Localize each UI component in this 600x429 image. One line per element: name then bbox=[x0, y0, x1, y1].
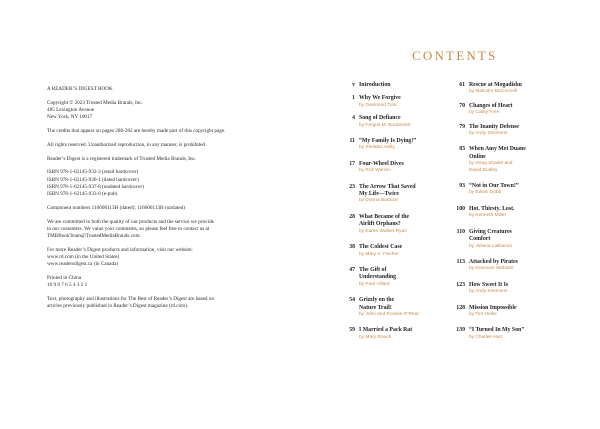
toc-title-line: Why We Forgive bbox=[359, 95, 401, 102]
toc-title bbox=[359, 95, 463, 102]
isbn-line: ISBN 978-1-62145-932-3 (retail hardcover) bbox=[47, 169, 139, 176]
isbn-line: ISBN 978-1-62145-937-8 (undated hardcover) bbox=[47, 183, 144, 190]
toc-title bbox=[359, 297, 463, 312]
toc-entry[interactable] bbox=[343, 184, 463, 205]
toc-author-line: by John and Frankie O’Rear bbox=[359, 311, 419, 317]
toc-title-line: What Became of the bbox=[359, 213, 410, 220]
toc-author bbox=[359, 168, 463, 174]
toc-author bbox=[469, 213, 573, 219]
toc-title-line: Mission Impossible bbox=[469, 304, 517, 311]
toc-title-line: How Sweet It Is bbox=[469, 281, 509, 288]
copyright-notice bbox=[47, 100, 257, 122]
toc-author bbox=[359, 252, 463, 258]
contents-column-left bbox=[343, 82, 463, 350]
toc-entry[interactable] bbox=[453, 82, 573, 96]
toc-author bbox=[469, 312, 573, 318]
more-info-line: For more Reader’s Digest products and information, visit our website: bbox=[47, 246, 193, 253]
toc-title-line: Song of Defiance bbox=[359, 115, 401, 122]
toc-title bbox=[469, 146, 573, 161]
toc-author-line: by Malcolm McConnell bbox=[469, 89, 518, 95]
toc-page-number: 1 bbox=[352, 95, 355, 102]
text-credit-note bbox=[47, 296, 257, 310]
toc-author-line: by Paul Villard bbox=[359, 281, 390, 287]
contents-column-right bbox=[453, 82, 573, 350]
toc-author-line: by Karen Walker Ryan bbox=[359, 228, 407, 234]
printing-numbers: 10 9 8 7 6 5 4 3 2 1 bbox=[47, 282, 88, 289]
toc-author-line: by Donna Barbour bbox=[359, 198, 398, 204]
toc-author bbox=[359, 282, 463, 288]
toc-entry[interactable] bbox=[453, 146, 573, 174]
toc-entry[interactable] bbox=[343, 161, 463, 175]
isbn-line: ISBN 978-1-62145-936-1 (dated hardcover) bbox=[47, 176, 139, 183]
toc-entry[interactable] bbox=[453, 124, 573, 138]
toc-author-line: by Andy Simmons bbox=[469, 289, 508, 295]
toc-page-number: 47 bbox=[349, 266, 355, 273]
address-line: 485 Lexington Avenue bbox=[47, 107, 95, 113]
toc-entry[interactable] bbox=[343, 95, 463, 109]
component-numbers: Component numbers 116600113H (dated); 116600113H (undated) bbox=[47, 204, 185, 211]
toc-page-number: 17 bbox=[349, 160, 355, 167]
toc-author bbox=[359, 123, 463, 129]
commitment-line: We are committed to both the quality of our products and the service we provide bbox=[47, 218, 214, 225]
toc-author-line: by Donovan Webster bbox=[469, 266, 514, 272]
toc-author-line: by Cathy Free bbox=[469, 110, 500, 116]
toc-page-number: 128 bbox=[456, 304, 465, 311]
toc-entry[interactable] bbox=[343, 327, 463, 341]
copyright-page bbox=[47, 86, 257, 317]
toc-entry[interactable] bbox=[343, 214, 463, 235]
toc-title bbox=[469, 124, 573, 131]
toc-title-line: “Not in Our Town!” bbox=[469, 183, 519, 190]
toc-page-number: 23 bbox=[349, 183, 355, 190]
toc-author bbox=[359, 145, 463, 151]
toc-title-line: The Inanity Defense bbox=[469, 123, 519, 130]
toc-title-line: The Gift of bbox=[359, 266, 387, 273]
toc-title-line: Rescue at Mogadishu bbox=[469, 82, 522, 88]
toc-entry[interactable] bbox=[453, 206, 573, 220]
toc-author-line: by Sheldon Kelly bbox=[359, 145, 395, 151]
toc-author bbox=[469, 89, 573, 95]
toc-entry[interactable] bbox=[343, 115, 463, 129]
toc-entry[interactable] bbox=[453, 282, 573, 296]
toc-title-line: Online bbox=[469, 153, 486, 160]
toc-entry[interactable] bbox=[343, 244, 463, 258]
toc-entry[interactable] bbox=[453, 327, 573, 341]
toc-title bbox=[359, 115, 463, 122]
toc-author-line: by Doug Shadel and bbox=[469, 161, 513, 167]
toc-author bbox=[469, 161, 573, 174]
toc-author bbox=[469, 131, 573, 137]
commitment-line: to our customers. We value your comments, so please feel free to contact us at bbox=[47, 225, 210, 232]
toc-author bbox=[469, 190, 573, 196]
toc-author-line: by Juliana LaBianca bbox=[469, 243, 512, 249]
toc-title bbox=[469, 305, 573, 312]
toc-author bbox=[359, 335, 463, 341]
toc-title-line: My Life—Twice bbox=[359, 191, 399, 198]
toc-title-line: Introduction bbox=[359, 82, 391, 88]
toc-title-line: Airlift Orphans? bbox=[359, 221, 401, 228]
toc-title-line: When Amy Met Duane bbox=[469, 146, 526, 153]
toc-page-number: 61 bbox=[459, 82, 465, 88]
toc-entry[interactable] bbox=[343, 267, 463, 288]
toc-title bbox=[359, 82, 463, 89]
toc-author-line: by Mary Roach bbox=[359, 334, 392, 340]
toc-author bbox=[359, 312, 463, 318]
toc-page-number: 54 bbox=[349, 297, 355, 304]
us-website: www.rd.com (in the United States) bbox=[47, 254, 120, 260]
toc-author bbox=[359, 229, 463, 235]
toc-author bbox=[359, 198, 463, 204]
book-line: A READER’S DIGEST BOOK bbox=[47, 86, 113, 92]
isbn-line: ISBN 978-1-62145-933-0 (e-pub) bbox=[47, 191, 118, 197]
contact-email: TMBBookTeam@TrustedMediaBrands.com. bbox=[47, 233, 141, 239]
isbn-list bbox=[47, 169, 257, 198]
toc-title bbox=[359, 267, 463, 282]
toc-author-line: by Mary A. Fischer bbox=[359, 251, 399, 257]
toc-author-line: by Edwin Dobb bbox=[469, 190, 502, 196]
toc-page-number: 11 bbox=[349, 138, 355, 145]
toc-title bbox=[359, 244, 463, 251]
more-info-note bbox=[47, 247, 257, 269]
toc-author-line: by Andy Simmons bbox=[469, 131, 508, 137]
canada-website: www.readersdigest.ca (in Canada) bbox=[47, 261, 119, 268]
toc-title bbox=[359, 184, 463, 199]
toc-title-line: Hot. Thirsty. Lost. bbox=[469, 205, 515, 212]
toc-title-line: “I Turned In My Son” bbox=[469, 327, 525, 334]
toc-title-line: Grizzly on the bbox=[359, 297, 395, 304]
commitment-note bbox=[47, 219, 257, 241]
toc-page-number: 79 bbox=[459, 123, 465, 130]
toc-author-line: by Roz Warren bbox=[359, 168, 391, 174]
toc-page-number: 28 bbox=[349, 213, 355, 220]
toc-author-line: by Tim Hulse bbox=[469, 311, 497, 317]
toc-page-number: 83 bbox=[459, 146, 465, 153]
city-line: New York, NY 10017 bbox=[47, 114, 93, 121]
toc-title-line: Comfort bbox=[469, 236, 491, 243]
toc-title bbox=[469, 327, 573, 334]
toc-title bbox=[469, 229, 573, 244]
toc-title bbox=[359, 327, 463, 334]
toc-title-line: Giving Creatures bbox=[469, 228, 512, 235]
toc-page-number: 123 bbox=[456, 281, 465, 288]
toc-entry[interactable] bbox=[453, 103, 573, 117]
toc-title-line: The Arrow That Saved bbox=[359, 183, 416, 190]
text-credit-line: articles previously published in Reader’s Digest magazine (rd.com). bbox=[47, 303, 189, 310]
toc-author bbox=[469, 110, 573, 116]
toc-author-line: by Desmond Tutu bbox=[359, 102, 397, 108]
toc-page-number: v bbox=[352, 82, 355, 88]
toc-entry[interactable] bbox=[343, 138, 463, 152]
toc-entry[interactable] bbox=[343, 82, 463, 89]
toc-title bbox=[469, 282, 573, 289]
contents-title: CONTENTS bbox=[412, 48, 498, 63]
toc-title-line: Four-Wheel Dives bbox=[359, 160, 404, 167]
toc-title-line: The Coldest Case bbox=[359, 244, 403, 251]
toc-author bbox=[469, 289, 573, 295]
toc-title-line: I Married a Pack Rat bbox=[359, 327, 413, 334]
rights-note: All rights reserved. Unauthorized reproduction, in any manner, is prohibited. bbox=[47, 141, 207, 148]
trademark-note: Reader’s Digest is a registered trademark of Trusted Media Brands, Inc. bbox=[47, 155, 197, 162]
toc-author bbox=[469, 335, 573, 341]
toc-entry[interactable] bbox=[453, 305, 573, 319]
toc-author bbox=[359, 103, 463, 109]
toc-author bbox=[469, 244, 573, 250]
toc-author-line: David Dudley bbox=[469, 167, 498, 173]
printed-line: Printed in China bbox=[47, 275, 82, 281]
toc-author-line: by Charles Hurt bbox=[469, 334, 503, 340]
toc-page-number: 139 bbox=[456, 327, 465, 334]
toc-page-number: 70 bbox=[459, 102, 465, 109]
toc-entry[interactable] bbox=[453, 229, 573, 250]
toc-title-line: Changes of Heart bbox=[469, 102, 513, 109]
toc-author bbox=[469, 266, 573, 272]
toc-entry[interactable] bbox=[453, 183, 573, 197]
copyright-line: Copyright © 2023 Trusted Media Brands, Inc. bbox=[47, 99, 143, 106]
toc-author-line: by Kenneth Miller bbox=[469, 213, 507, 219]
credits-note: The credits that appear on pages 280-282 are hereby made part of this copyright page. bbox=[47, 128, 226, 134]
toc-title-line: Nature Trail! bbox=[359, 304, 392, 311]
toc-entry[interactable] bbox=[453, 259, 573, 273]
toc-entry[interactable] bbox=[343, 297, 463, 318]
toc-title-line: Understanding bbox=[359, 274, 397, 281]
toc-title bbox=[359, 214, 463, 229]
toc-page-number: 100 bbox=[456, 205, 465, 212]
printed-note bbox=[47, 275, 257, 289]
toc-page-number: 38 bbox=[349, 244, 355, 251]
toc-title-line: Attacked by Pirates bbox=[469, 258, 518, 265]
toc-title-line: “My Family Is Dying!” bbox=[359, 138, 417, 145]
toc-author-line: by Fergus M. Bordewich bbox=[359, 122, 411, 128]
toc-page-number: 113 bbox=[456, 258, 465, 265]
toc-page-number: 4 bbox=[352, 115, 355, 122]
toc-page-number: 59 bbox=[349, 327, 355, 334]
toc-page-number: 110 bbox=[456, 228, 465, 235]
text-credit-line: Text, photography and illustrations for The Best of Reader’s Digest are based on bbox=[47, 296, 214, 302]
toc-page-number: 93 bbox=[459, 183, 465, 190]
